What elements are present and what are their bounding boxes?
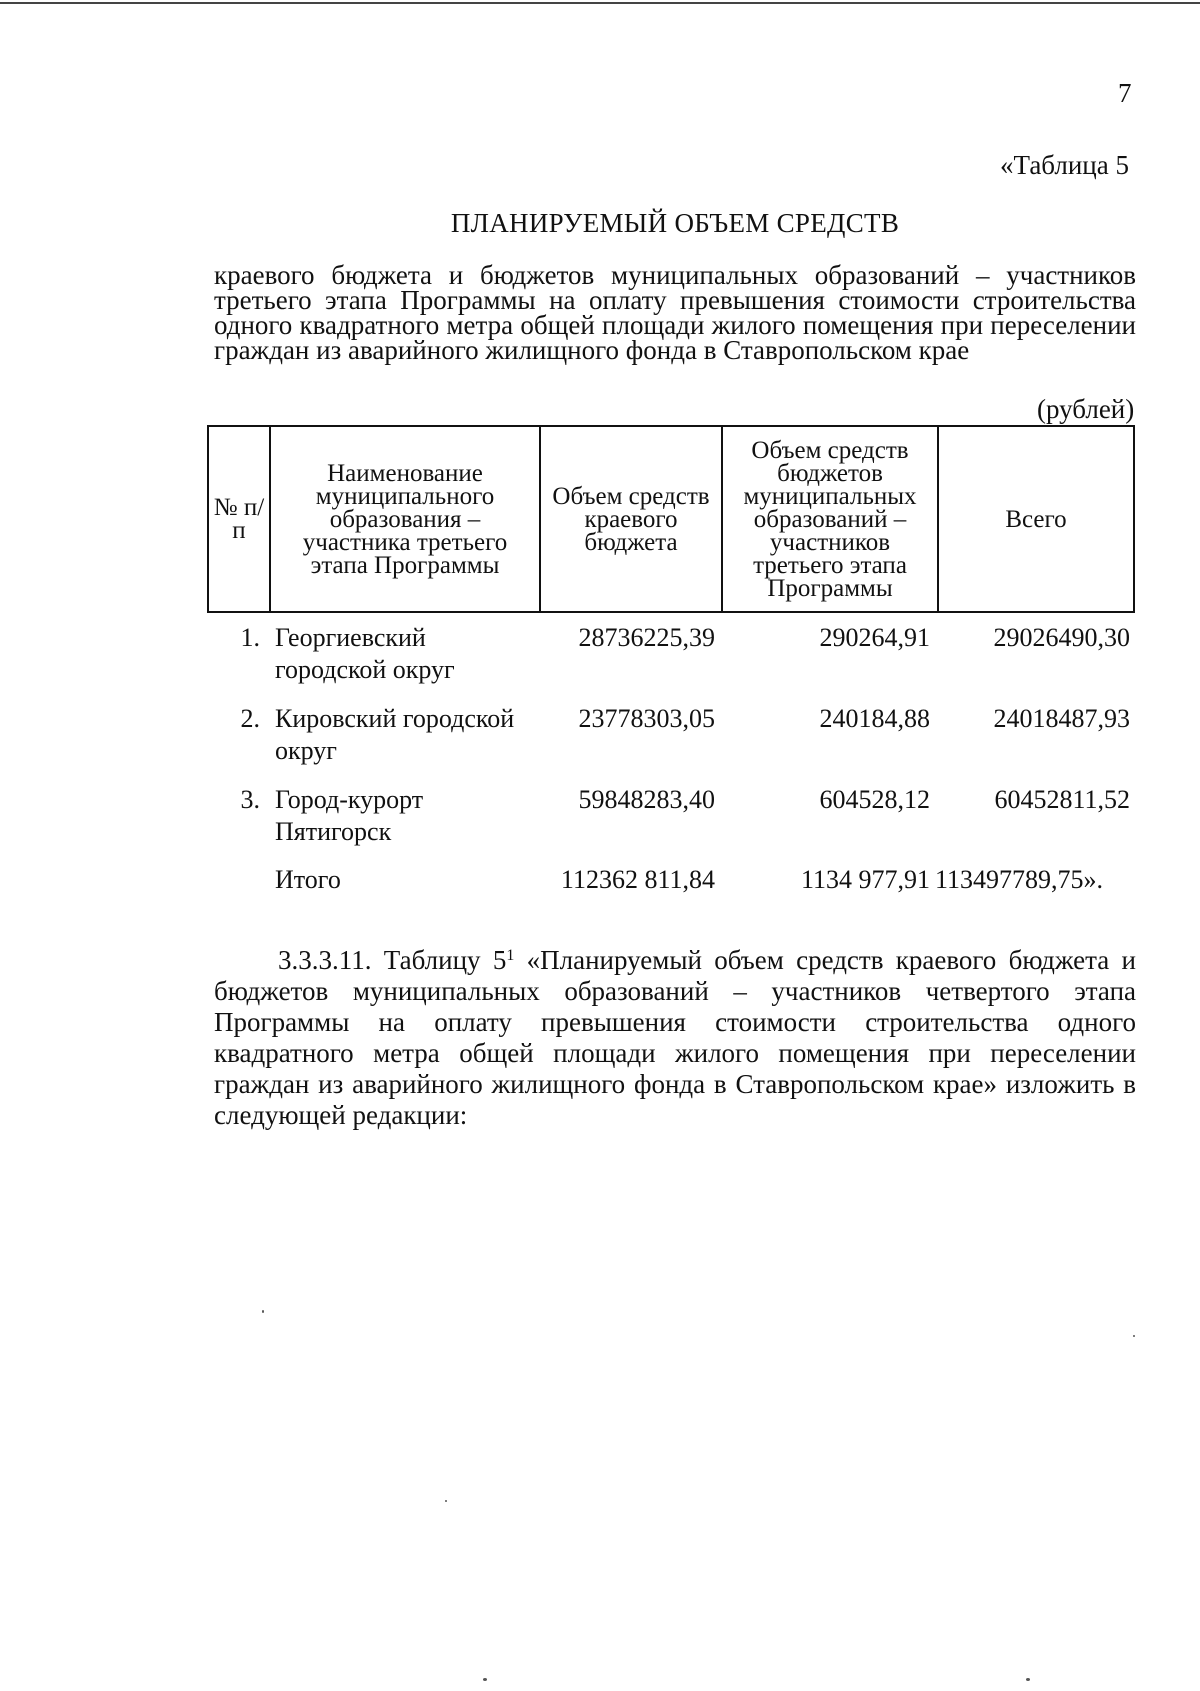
scan-speck [1133, 1335, 1135, 1337]
body-paragraph [214, 940, 1136, 1131]
row-regional-budget: 28736225,39 [578, 623, 715, 652]
row-regional-budget: 59848283,40 [578, 785, 715, 814]
row-municipal-budget: 604528,12 [819, 785, 930, 814]
totals-municipal-budget: 1134 977,91 [800, 865, 930, 894]
row-municipality: Георгиевский городской округ [275, 623, 455, 684]
totals-regional-budget: 112362 811,84 [560, 865, 715, 894]
header-municipality: Наименование муниципального образования – участника третьего этапа Программы [269, 427, 539, 611]
row-number: 3. [240, 785, 260, 814]
unit-label: (рублей) [1037, 394, 1135, 424]
totals-total: 113497789,75». [935, 865, 1104, 894]
row-municipality: Город-курорт Пятигорск [275, 785, 424, 846]
paragraph-lead: 3.3.3.11. Таблицу 5 [278, 945, 507, 975]
row-total: 29026490,30 [993, 623, 1130, 652]
row-total: 60452811,52 [994, 785, 1130, 814]
row-total: 24018487,93 [993, 704, 1130, 733]
document-title: ПЛАНИРУЕМЫЙ ОБЪЕМ СРЕДСТВ [450, 208, 900, 238]
header-number: № п/п [213, 494, 265, 544]
scan-speck [483, 1678, 487, 1681]
header-regional-budget: Объем средств краевого бюджета [539, 427, 721, 611]
row-number: 1. [240, 623, 260, 652]
scan-speck [1026, 1678, 1030, 1681]
page-number: 7 [1118, 78, 1132, 108]
table-caption: «Таблица 5 [1000, 150, 1129, 180]
row-regional-budget: 23778303,05 [578, 704, 715, 733]
row-municipal-budget: 240184,88 [819, 704, 930, 733]
row-municipal-budget: 290264,91 [819, 623, 930, 652]
row-number: 2. [240, 704, 260, 733]
paragraph-text: «Планируемый объем средств краевого бюджета и бюджетов муниципальных образований – участников четвертого этапа Программы на оплату превышения стоимости строительства одного квадратного метра общей площади жилого помещения при переселении граждан из аварийного жилищного фонда в Ставропольском крае» изложить в следующей редакции: [214, 945, 1137, 1130]
header-total: Всего [937, 427, 1133, 611]
totals-label: Итого [275, 865, 341, 894]
scan-speck [262, 1310, 264, 1313]
scan-speck [445, 1500, 447, 1502]
table-header [207, 425, 1135, 613]
document-subtitle: краевого бюджета и бюджетов муниципальных образований – участников третьего этапа Программы на оплату превышения стоимости строительства одного квадратного метра общей площади жилого помещения при переселении граждан из аварийного жилищного фонда в Ставропольском крае [214, 260, 1136, 365]
header-municipal-budget: Объем средств бюджетов муниципальных образований – участников третьего этапа Программы [721, 427, 937, 611]
row-municipality: Кировский городской округ [275, 704, 515, 765]
page-top-edge [0, 2, 1200, 4]
paragraph-superscript: 1 [506, 947, 515, 964]
